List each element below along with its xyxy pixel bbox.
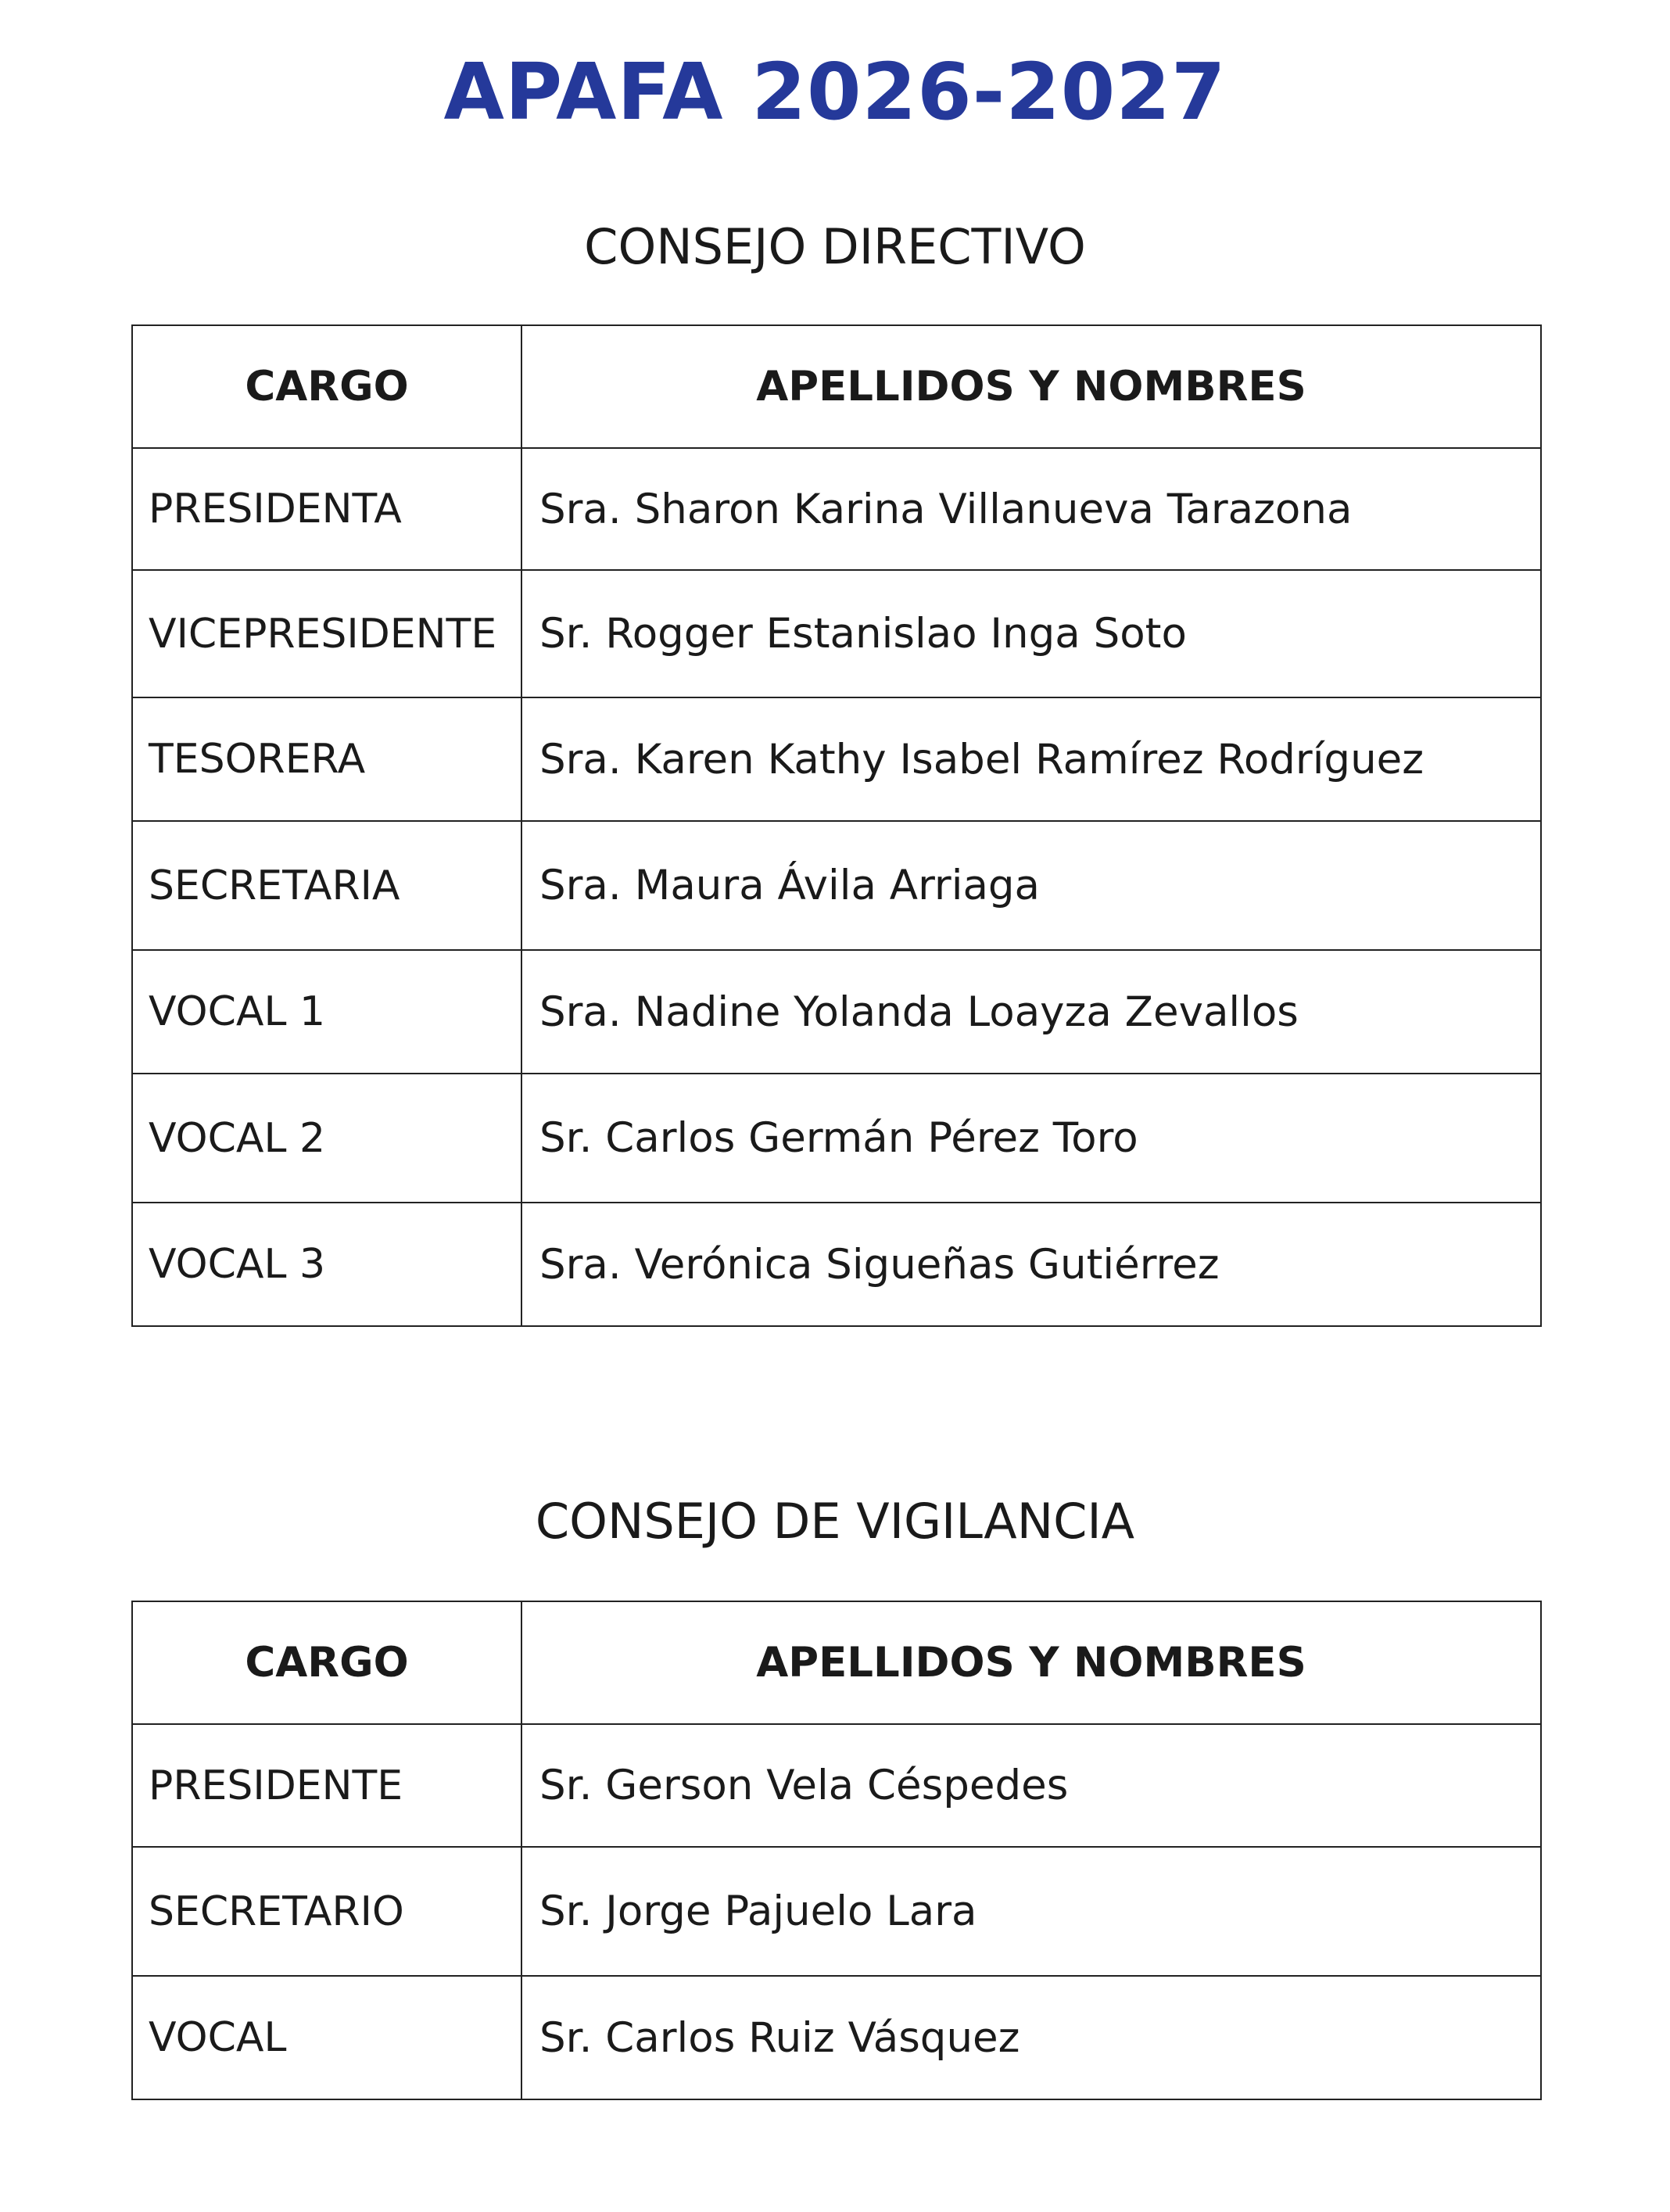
nombre-cell: Sra. Verónica Sigueñas Gutiérrez xyxy=(521,1203,1541,1326)
cargo-cell: SECRETARIA xyxy=(132,821,521,950)
table-row xyxy=(132,821,1541,950)
cargo-cell: VOCAL xyxy=(132,1976,521,2099)
cargo-cell: SECRETARIO xyxy=(132,1847,521,1976)
table-header-row xyxy=(132,1601,1541,1724)
table-row xyxy=(132,1724,1541,1847)
cargo-cell: VOCAL 3 xyxy=(132,1203,521,1326)
table-row xyxy=(132,570,1541,697)
nombre-cell: Sra. Karen Kathy Isabel Ramírez Rodríguez xyxy=(521,697,1541,821)
nombre-cell: Sr. Jorge Pajuelo Lara xyxy=(521,1847,1541,1976)
table-row xyxy=(132,1847,1541,1976)
consejo-vigilancia-table xyxy=(131,1601,1542,2100)
table-row xyxy=(132,697,1541,821)
header-cargo: CARGO xyxy=(132,325,521,448)
cargo-cell: VOCAL 1 xyxy=(132,950,521,1074)
header-cargo: CARGO xyxy=(132,1601,521,1724)
header-apellidos-nombres: APELLIDOS Y NOMBRES xyxy=(521,1601,1541,1724)
nombre-cell: Sr. Gerson Vela Céspedes xyxy=(521,1724,1541,1847)
nombre-cell: Sra. Maura Ávila Arriaga xyxy=(521,821,1541,950)
table-row xyxy=(132,1203,1541,1326)
table-row xyxy=(132,1976,1541,2099)
consejo-directivo-title: CONSEJO DIRECTIVO xyxy=(584,218,1086,275)
nombre-cell: Sra. Nadine Yolanda Loayza Zevallos xyxy=(521,950,1541,1074)
cargo-cell: VICEPRESIDENTE xyxy=(132,570,521,697)
nombre-cell: Sra. Sharon Karina Villanueva Tarazona xyxy=(521,448,1541,570)
consejo-vigilancia-title: CONSEJO DE VIGILANCIA xyxy=(535,1493,1135,1550)
cargo-cell: PRESIDENTA xyxy=(132,448,521,570)
table-row xyxy=(132,950,1541,1074)
nombre-cell: Sr. Carlos Germán Pérez Toro xyxy=(521,1074,1541,1203)
nombre-cell: Sr. Rogger Estanislao Inga Soto xyxy=(521,570,1541,697)
header-apellidos-nombres: APELLIDOS Y NOMBRES xyxy=(521,325,1541,448)
nombre-cell: Sr. Carlos Ruiz Vásquez xyxy=(521,1976,1541,2099)
cargo-cell: PRESIDENTE xyxy=(132,1724,521,1847)
cargo-cell: TESORERA xyxy=(132,697,521,821)
consejo-directivo-table xyxy=(131,324,1542,1327)
table-row xyxy=(132,448,1541,570)
table-row xyxy=(132,1074,1541,1203)
table-header-row xyxy=(132,325,1541,448)
cargo-cell: VOCAL 2 xyxy=(132,1074,521,1203)
document-title: APAFA 2026-2027 xyxy=(443,46,1227,138)
